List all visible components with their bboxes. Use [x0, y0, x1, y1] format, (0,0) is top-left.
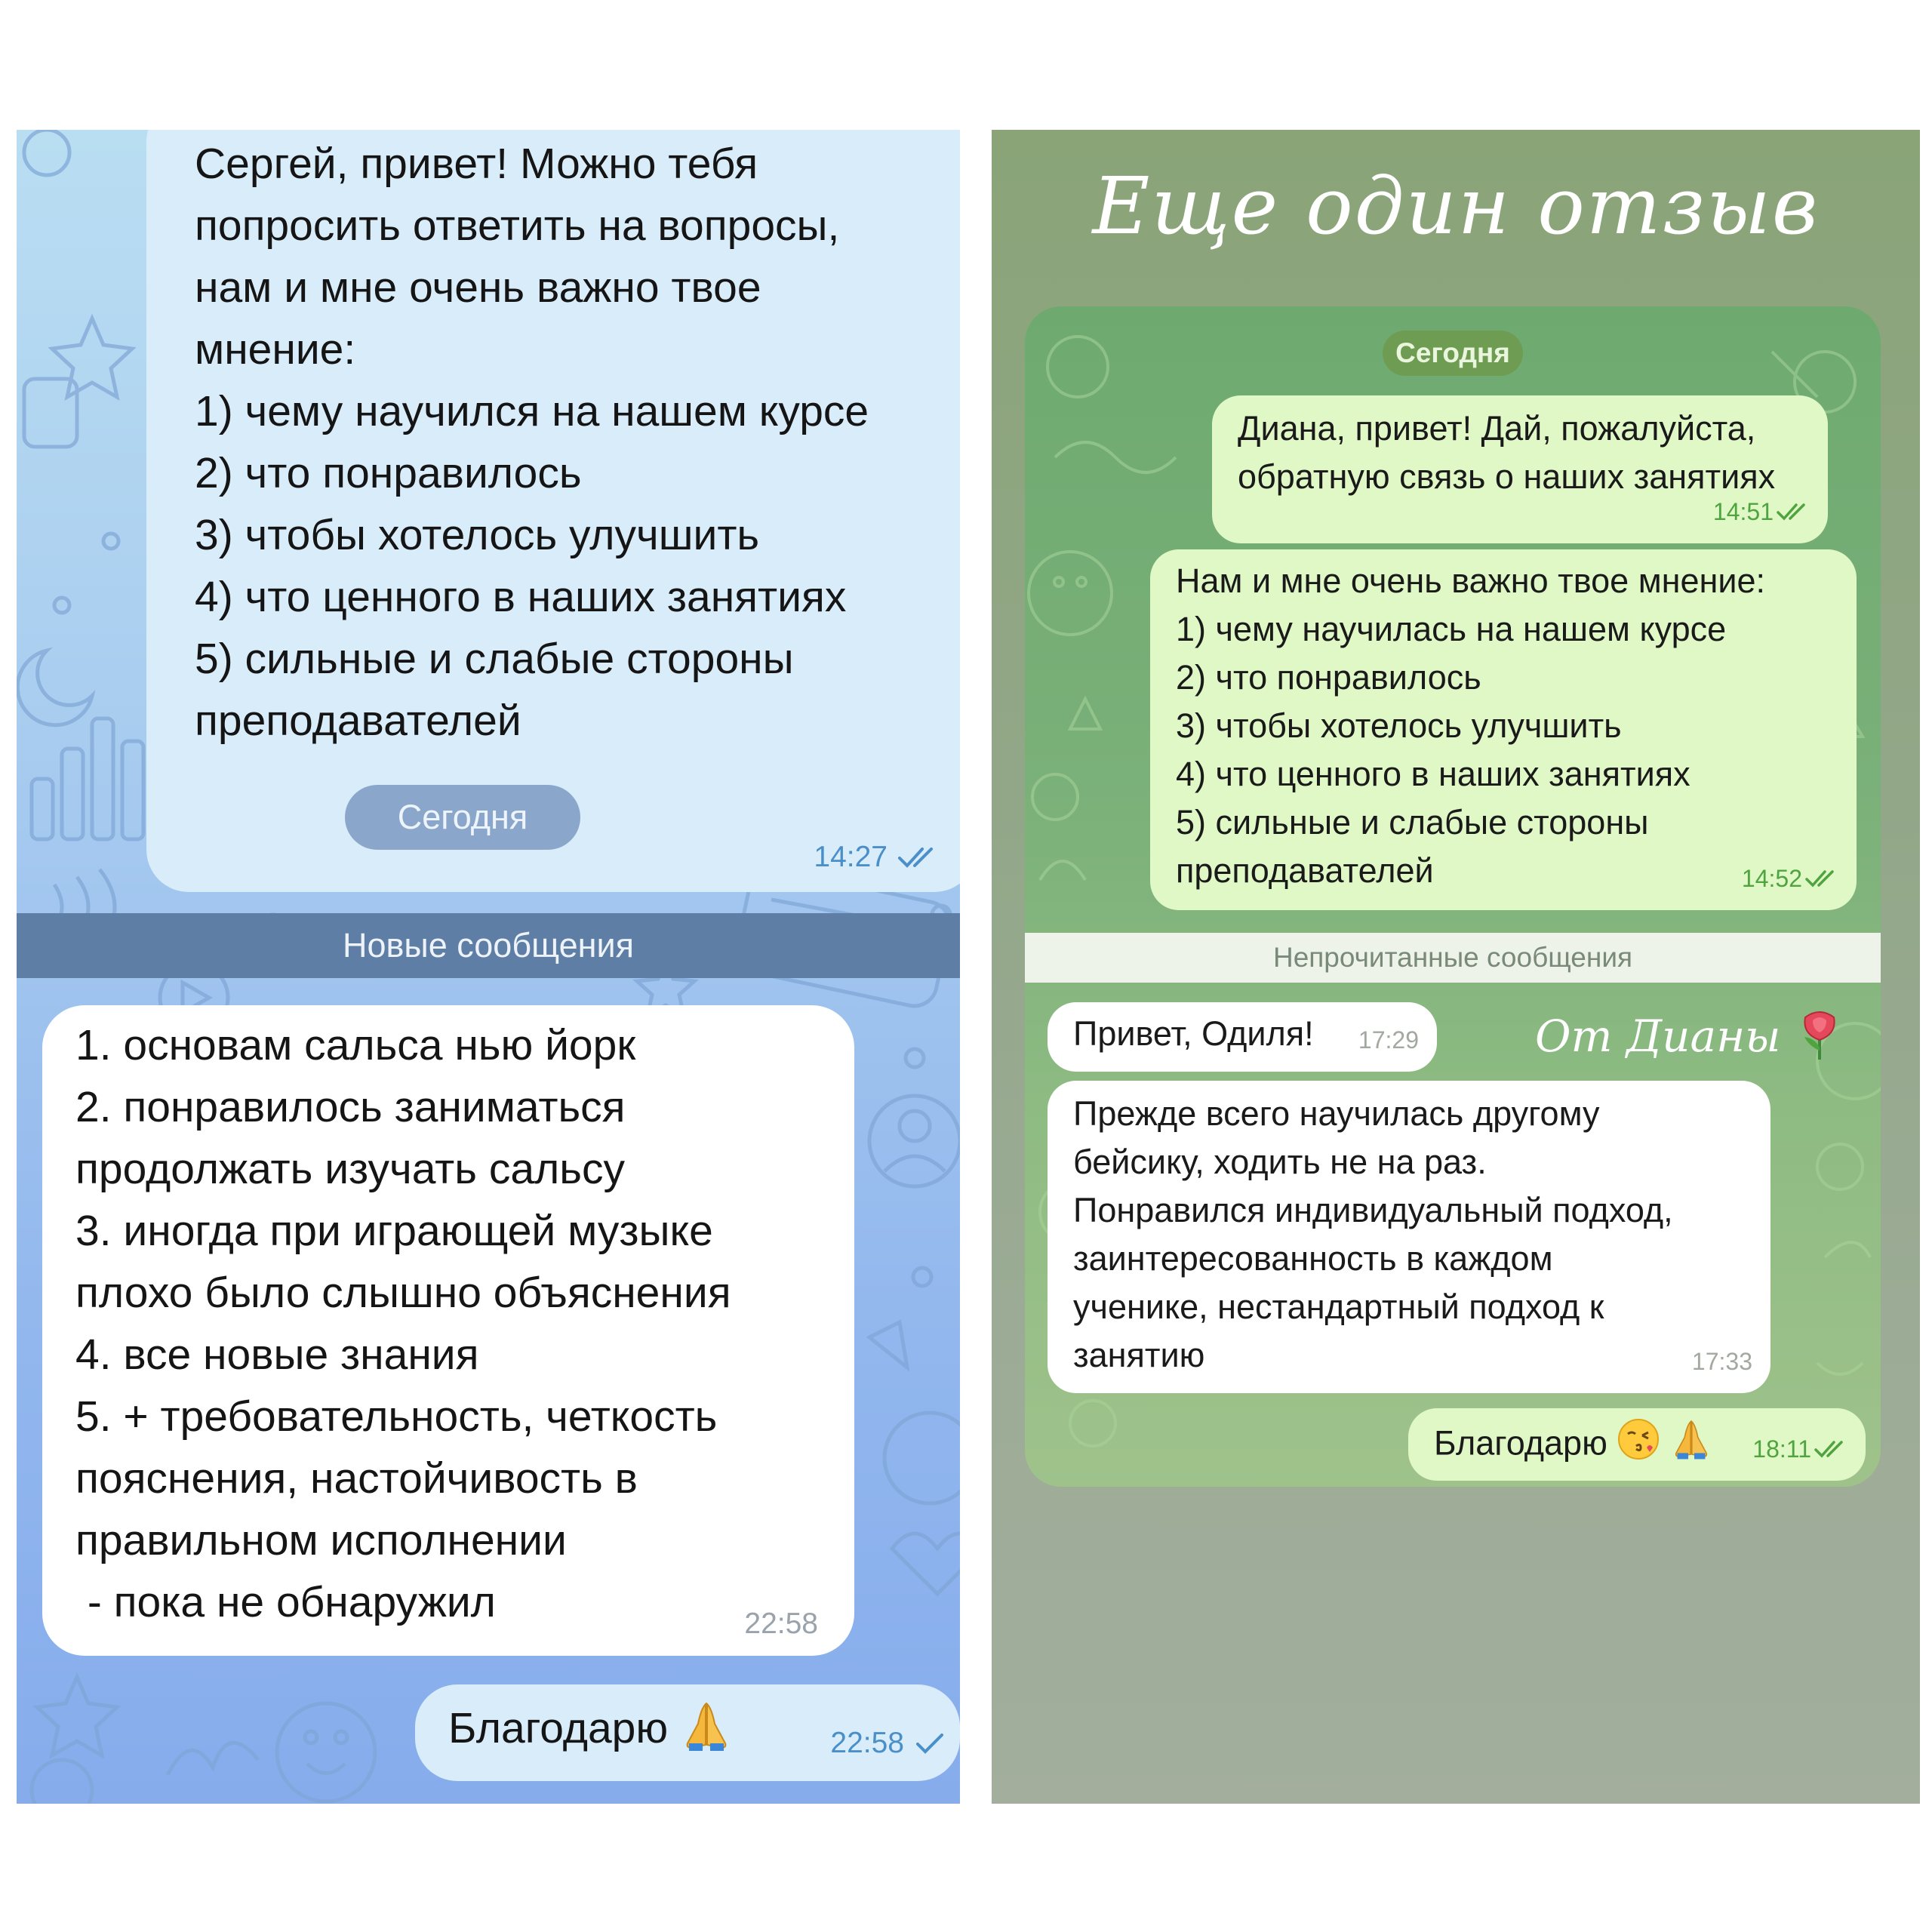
message-line: 3) чтобы хотелось улучшить [195, 511, 760, 559]
message-time: 22:58 [744, 1607, 818, 1640]
message-meta [814, 841, 940, 874]
review-title: Еще один отзыв [1092, 160, 1820, 252]
message-text [448, 1700, 733, 1763]
message-line: Прежде всего научилась другому [1073, 1094, 1600, 1133]
left-outgoing-thanks-bubble[interactable] [415, 1684, 960, 1781]
left-outgoing-question-bubble[interactable] [146, 130, 960, 892]
new-messages-divider: Новые сообщения [17, 913, 960, 978]
right-outgoing-questions-bubble[interactable] [1150, 549, 1857, 910]
unread-messages-divider: Непрочитанные сообщения [1025, 933, 1881, 983]
message-meta [830, 1727, 945, 1760]
message-line: пояснения, настойчивость в [75, 1454, 638, 1503]
message-line: 1) чему научился на нашем курсе [195, 387, 869, 435]
message-line: ученике, нестандартный подход к [1073, 1287, 1604, 1326]
message-meta [1752, 1425, 1847, 1473]
message-line: 4) что ценного в наших занятиях [1176, 755, 1690, 793]
single-check-icon [915, 1732, 945, 1755]
message-text [75, 1005, 824, 1633]
message-line: Понравился индивидуальный подход, [1073, 1191, 1673, 1229]
message-line: мнение: [195, 325, 356, 374]
message-meta [1713, 488, 1810, 536]
right-chat-screenshot [992, 130, 1920, 1804]
message-text-content: Благодарю [448, 1704, 669, 1753]
left-chat-screenshot [17, 130, 960, 1804]
message-line: 5) сильные и слабые стороны [1176, 803, 1649, 841]
message-line: нам и мне очень важно твое [195, 263, 761, 312]
signature-text: От Дианы [1535, 1011, 1781, 1063]
left-incoming-answer-bubble[interactable] [42, 1005, 854, 1656]
praying-hands-emoji [680, 1700, 733, 1763]
message-time: 14:52 [1741, 865, 1802, 892]
kiss-face-emoji [1617, 1417, 1660, 1474]
message-text: Благодарю [1434, 1423, 1607, 1463]
rose-emoji [1795, 1008, 1844, 1072]
message-text: Привет, Одиля! [1073, 1014, 1314, 1053]
message-line: 2. понравилось заниматься [75, 1083, 626, 1131]
message-line: 5. + требовательность, четкость [75, 1392, 718, 1441]
message-meta [1742, 854, 1838, 903]
message-line: 2) что понравилось [195, 449, 582, 497]
double-check-icon [898, 846, 940, 869]
message-line: Диана, привет! Дай, пожалуйста, [1238, 409, 1756, 448]
message-line: занятию [1073, 1336, 1205, 1374]
message-line: преподавателей [195, 697, 521, 745]
message-line: обратную связь о наших занятиях [1238, 457, 1776, 496]
right-incoming-review-bubble[interactable] [1048, 1081, 1770, 1393]
message-line: Нам и мне очень важно твое мнение: [1176, 561, 1766, 600]
message-line: 3. иногда при играющей музыке [75, 1207, 713, 1255]
message-line: 1. основам сальса нью йорк [75, 1021, 636, 1069]
message-time: 18:11 [1752, 1435, 1811, 1463]
message-line: продолжать изучать сальсу [75, 1145, 625, 1193]
message-line: 4) что ценного в наших занятиях [195, 573, 847, 621]
message-line: бейсику, ходить не на раз. [1073, 1143, 1487, 1181]
message-line: 1) чему научилась на нашем курсе [1176, 610, 1727, 648]
message-line: 3) чтобы хотелось улучшить [1176, 706, 1622, 745]
right-incoming-greeting-bubble[interactable] [1048, 1002, 1437, 1072]
signature-label [1535, 1008, 1844, 1072]
message-line: заинтересованность в каждом [1073, 1239, 1553, 1278]
message-time: 17:29 [1358, 1026, 1419, 1054]
date-chip: Сегодня [1383, 331, 1523, 376]
message-line: - пока не обнаружил [75, 1578, 496, 1626]
message-line: 2) что понравилось [1176, 658, 1481, 697]
date-chip: Сегодня [345, 785, 580, 850]
message-time: 14:27 [814, 841, 888, 873]
right-outgoing-thanks-bubble[interactable] [1408, 1408, 1866, 1481]
message-line: 5) сильные и слабые стороны [195, 635, 794, 683]
double-check-icon [1805, 869, 1838, 888]
message-text [195, 130, 939, 752]
message-line: плохо было слышно объяснения [75, 1269, 731, 1317]
message-line: 4. все новые знания [75, 1331, 479, 1379]
message-time: 17:33 [1691, 1348, 1752, 1375]
double-check-icon [1814, 1439, 1847, 1459]
message-time: 14:51 [1712, 498, 1774, 525]
message-line: Сергей, привет! Можно тебя [195, 140, 758, 188]
double-check-icon [1777, 502, 1810, 521]
message-time: 22:58 [830, 1727, 904, 1759]
message-line: попросить ответить на вопросы, [195, 202, 840, 250]
right-outgoing-request-bubble[interactable] [1212, 395, 1828, 543]
message-line: преподавателей [1176, 851, 1434, 890]
message-line: правильном исполнении [75, 1516, 567, 1564]
praying-hands-emoji [1670, 1417, 1712, 1474]
right-chat-window [1025, 306, 1881, 1487]
